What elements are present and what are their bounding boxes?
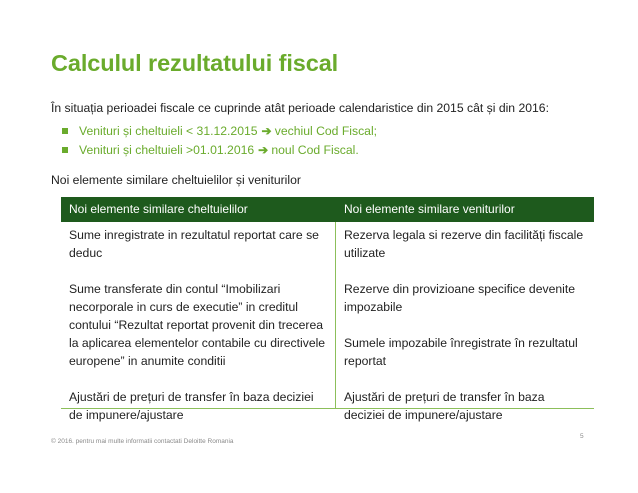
revenues-column (336, 222, 594, 422)
table-body (61, 222, 594, 422)
square-bullet-icon (62, 147, 68, 153)
section-subheading: Noi elemente similare cheltuielilor și veniturilor (51, 173, 301, 187)
page-number: 5 (580, 433, 584, 440)
bullet-item (62, 121, 377, 140)
table-cell: Ajustări de prețuri de transfer în baza deciziei de impunere/ajustare (344, 390, 545, 422)
square-bullet-icon (62, 128, 68, 134)
right-arrow-icon: ➔ (261, 123, 272, 138)
table-cell: Rezerve din provizioane specifice devenite impozabile (344, 282, 576, 314)
table-cell: Sume inregistrate in rezultatul reportat care se deduc (69, 228, 319, 260)
bullet-list (62, 121, 377, 159)
expenses-column (61, 222, 336, 422)
comparison-table (61, 197, 594, 422)
table-header-expenses: Noi elemente similare cheltuielilor (69, 202, 248, 216)
bullet-item (62, 140, 377, 159)
table-header-revenues: Noi elemente similare veniturilor (344, 202, 515, 216)
footer-copyright: © 2016. pentru mai multe informatii contactati Deloitte Romania (51, 438, 234, 445)
bullet-left-text: Venituri și cheltuieli >01.01.2016 (79, 142, 255, 157)
bullet-right-text: noul Cod Fiscal. (271, 142, 359, 157)
table-cell: Sumele impozabile înregistrate în rezultatul reportat (344, 336, 578, 368)
table-cell: Rezerva legala si rezerve din facilități fiscale utilizate (344, 228, 584, 260)
bullet-left-text: Venituri și cheltuieli < 31.12.2015 (79, 123, 258, 138)
right-arrow-icon: ➔ (258, 142, 269, 157)
page-title: Calculul rezultatului fiscal (51, 50, 339, 76)
bullet-right-text: vechiul Cod Fiscal; (274, 123, 378, 138)
intro-text: În situația perioadei fiscale ce cuprinde atât perioade calendaristice din 2015 cât și din 2016: (51, 101, 549, 115)
table-header-row (61, 197, 594, 222)
table-cell: Sume transferate din contul “Imobilizari necorporale in curs de executie” in creditul contului “Rezultat reportat provenit din trecerea la aplicarea elementelor contabile cu directivele europene” in anumite conditii (69, 282, 326, 368)
table-cell: Ajustări de prețuri de transfer în baza deciziei de impunere/ajustare (69, 390, 314, 422)
